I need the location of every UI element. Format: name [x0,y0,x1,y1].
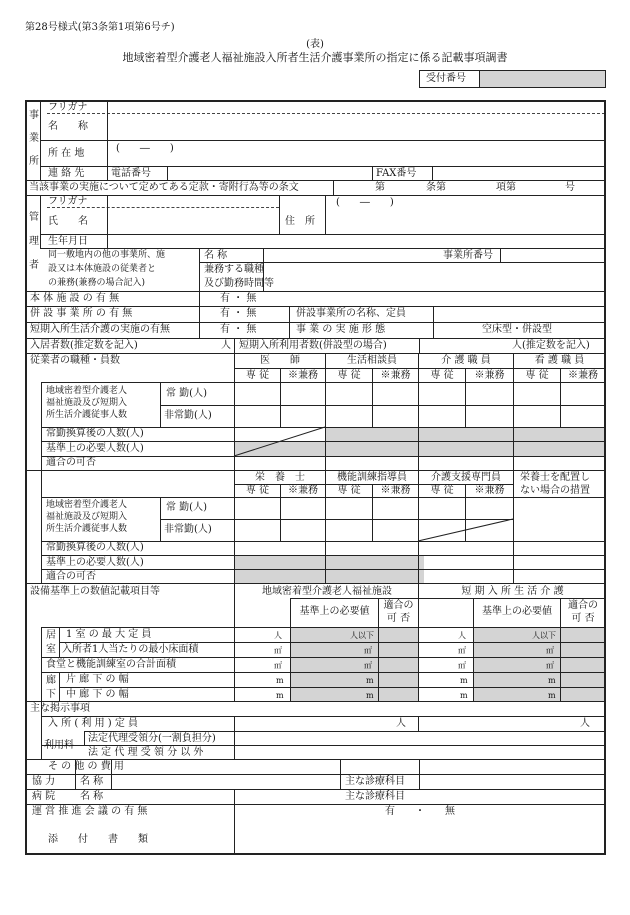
adjacent-yesno[interactable]: 有 ・ 無 [220,308,257,319]
duty-label-2: 及び勤務時間等 [204,278,274,289]
staff-title: 従業者の職種・員数 [30,355,120,366]
residents-label: 入居者数(推定数を記入) [30,340,138,351]
front-label: (表) [306,39,324,50]
count-label-3: 所生活介護従事人数 [46,410,128,420]
col2-dual-3: ※兼務 [474,485,505,496]
part-label: 非常勤(人) [164,410,212,421]
notice-capacity: 入 所 ( 利 用 ) 定 員 [48,718,139,729]
regulation-label: 当該事業の実施について定めてある定款・寄附行為等の条文 [29,182,299,193]
attach-label: 添 付 書 類 [48,834,148,845]
adjacent-label: 併 設 事 業 所 の 有 無 [30,308,133,319]
council-value[interactable]: 有 ・ 無 [385,806,455,817]
office-tel-label: 電話番号 [111,168,151,179]
residents-unit: 人 [221,340,231,351]
manager-furigana: フリガナ [48,196,88,207]
equip-row-single: 片 廊 下 の 幅 [66,674,129,685]
main-facility-label: 本 体 施 設 の 有 無 [30,293,120,304]
col2-fulltime-2: 専 従 [337,485,361,496]
hospital-name-2: 名 称 [80,791,104,802]
nutrition-note-1: 栄養士を配置し [520,472,590,483]
count2-label-2: 福祉施設及び短期入 [46,512,128,522]
concurrent-label-2: 設又は本体施設の従業者と [48,264,157,274]
staff-doctor: 医 師 [260,355,300,366]
staff-care: 介 護 職 員 [441,355,491,366]
col-dual-1: ※兼務 [288,370,318,381]
equip-row-dining: 食堂と機能訓練室の合計面積 [46,659,176,670]
unit-a-0: 人 [274,631,282,640]
hospital-dept-1: 主な診療科目 [345,776,405,787]
hospital-name-1: 名 称 [80,776,104,787]
unit-b-3: m [366,676,374,685]
regulation-go: 号 [565,182,575,193]
manager-birthday-input[interactable] [108,235,604,248]
regular-label: 常 勤(人) [166,388,207,399]
col-fulltime-3: 専 従 [430,370,454,381]
equip-required-1: 基準上の必要値 [299,606,370,617]
notices-title: 主な掲示事項 [30,703,90,714]
conc-name-label: 名 称 [204,250,228,261]
office-address-label: 所 在 地 [48,148,85,159]
office-postal: ( ― ) [116,143,174,154]
equip-row-middle: 中 廊 下 の 幅 [66,689,129,700]
cor-side-1: 廊 [46,675,56,686]
unit-c-4: m [460,691,468,700]
mode-value[interactable]: 空床型・併設型 [482,324,552,335]
col-fulltime-4: 専 従 [525,370,549,381]
col-dual-4: ※兼務 [568,370,598,381]
part2-label: 非常勤(人) [164,524,212,535]
cor-side-2: 下 [46,689,56,700]
office-tel-input[interactable] [168,167,372,180]
office-fax-label: FAX番号 [376,168,417,179]
equip-row-floor: 入所者1人当たりの最小床面積 [62,644,199,655]
short-stay-label: 短期入所生活介護の実施の有無 [30,324,170,335]
manager-address-label: 住 所 [285,216,315,227]
compliance-label: 適合の可否 [46,457,96,468]
mode-label: 事 業 の 実 施 形 態 [296,324,386,335]
office-contact-label: 連 絡 先 [48,168,85,179]
concurrent-label-1: 同一敷地内の他の事業所、施 [48,250,166,260]
equip-col-facility: 地域密着型介護老人福祉施設 [262,586,392,597]
staff-counselor: 生活相談員 [347,355,397,366]
manager-side-3: 者 [29,260,39,271]
unit-b-2: ㎡ [364,661,372,670]
staff-care-manager: 介護支援専門員 [431,472,501,483]
unit-b-1: ㎡ [364,646,372,655]
room-side-1: 居 [46,630,56,641]
unit-c-1: ㎡ [458,646,466,655]
notice-capacity-unit-2: 人 [580,718,590,729]
manager-name-label: 氏 名 [48,216,88,227]
col2-fulltime-3: 専 従 [430,485,454,496]
unit-a-1: ㎡ [274,646,282,655]
adjacent-name-label: 併設事業所の名称、定員 [296,308,406,319]
hospital-dept-2: 主な診療科目 [345,791,405,802]
council-label: 運 営 推 進 会 議 の 有 無 [32,806,148,817]
regulation-ko: 項第 [496,182,516,193]
office-side-3: 所 [29,156,39,167]
short-stay-yesno[interactable]: 有 ・ 無 [220,324,257,335]
count2-label-1: 地域密着型介護老人 [46,500,128,510]
equip-row-capacity: 1 室 の 最 大 定 員 [66,629,152,640]
unit-b-4: m [366,691,374,700]
equip-compliance-1b: 可 否 [386,613,411,624]
staff-nutritionist: 栄 養 士 [255,472,305,483]
required2-label: 基準上の必要人数(人) [46,557,144,568]
fte-label: 常勤換算後の人数(人) [46,428,144,439]
staff-nurse: 看 護 職 員 [534,355,585,366]
manager-address-input[interactable] [326,210,604,234]
notice-capacity-unit-1: 人 [396,718,406,729]
room-side-2: 室 [46,644,56,655]
office-furigana: フリガナ [48,102,88,113]
office-address-input[interactable] [108,141,604,166]
receipt-label: 受付番号 [426,73,466,84]
col-dual-3: ※兼務 [474,370,505,381]
regular2-label: 常 勤(人) [166,502,207,513]
notice-fees: 利用料 [44,740,74,751]
fte2-label: 常勤換算後の人数(人) [46,542,144,553]
col2-dual-1: ※兼務 [288,485,318,496]
receipt-input[interactable] [480,71,604,87]
equip-compliance-1a: 適合の [383,600,414,611]
manager-name-input[interactable] [108,208,278,234]
regulation-jo: 条第 [426,182,446,193]
equip-required-2: 基準上の必要値 [482,606,552,617]
main-facility-yesno[interactable]: 有 ・ 無 [220,293,257,304]
unit-d-3: m [548,676,556,685]
short-users-label: 短期入所利用者数(併設型の場合) [239,340,387,351]
regulation-art: 第 [375,182,385,193]
office-side-2: 業 [29,133,39,144]
required-label: 基準上の必要人数(人) [46,443,144,454]
unit-c-3: m [460,676,468,685]
concurrent-label-3: の兼務(兼務の場合記入) [48,278,146,288]
duty-label-1: 兼務する職種 [204,264,264,275]
unit-d-4: m [548,691,556,700]
attach-input[interactable] [235,820,604,852]
compliance2-label: 適合の可否 [46,571,96,582]
unit-b-0: 人以下 [350,631,374,640]
unit-d-0: 人以下 [532,631,556,640]
short-users-unit: 人(推定数を記入) [512,340,590,351]
unit-a-4: m [276,691,284,700]
count-label-1: 地域密着型介護老人 [46,386,128,396]
col2-dual-2: ※兼務 [380,485,411,496]
office-name-label: 名 称 [48,121,88,132]
equip-col-short: 短 期 入 所 生 活 介 護 [461,586,564,597]
equipment-title: 設備基準上の数値記載項目等 [30,586,160,597]
hospital-side-2: 病 院 [32,791,56,802]
manager-birthday-label: 生年月日 [48,236,88,247]
col-fulltime-1: 専 従 [245,370,270,381]
office-name-input[interactable] [108,114,604,140]
unit-d-1: ㎡ [546,646,554,655]
office-no-label: 事業所番号 [443,250,493,261]
col-fulltime-2: 専 従 [337,370,361,381]
unit-a-3: m [276,676,284,685]
unit-c-0: 人 [458,631,466,640]
col-dual-2: ※兼務 [380,370,411,381]
col2-fulltime-1: 専 従 [245,485,270,496]
notice-fee-1: 法定代理受領分(一割負担分) [88,733,216,744]
unit-c-2: ㎡ [458,661,466,670]
equip-compliance-2a: 適合の [568,600,598,611]
manager-side-1: 管 [29,212,39,223]
manager-side-2: 理 [29,236,39,247]
notice-other: そ の 他 の 費 用 [48,761,124,772]
hospital-side-1: 協 力 [32,776,56,787]
nutrition-note-2: ない場合の措置 [520,485,590,496]
unit-a-2: ㎡ [274,661,282,670]
unit-d-2: ㎡ [546,661,554,670]
equip-compliance-2b: 可 否 [571,613,595,624]
manager-postal: ( ― ) [336,197,394,208]
page-title: 地域密着型介護老人福祉施設入所者生活介護事業所の指定に係る記載事項調書 [122,51,508,64]
notice-fee-2: 法 定 代 理 受 領 分 以 外 [88,747,204,758]
form-number: 第28号様式(第3条第1項第6号チ) [25,22,175,33]
office-side-1: 事 [29,110,39,121]
count2-label-3: 所生活介護従事人数 [46,524,128,534]
count-label-2: 福祉施設及び短期入 [46,398,128,408]
staff-trainer: 機能訓練指導員 [337,472,407,483]
office-fax-input[interactable] [433,167,604,180]
